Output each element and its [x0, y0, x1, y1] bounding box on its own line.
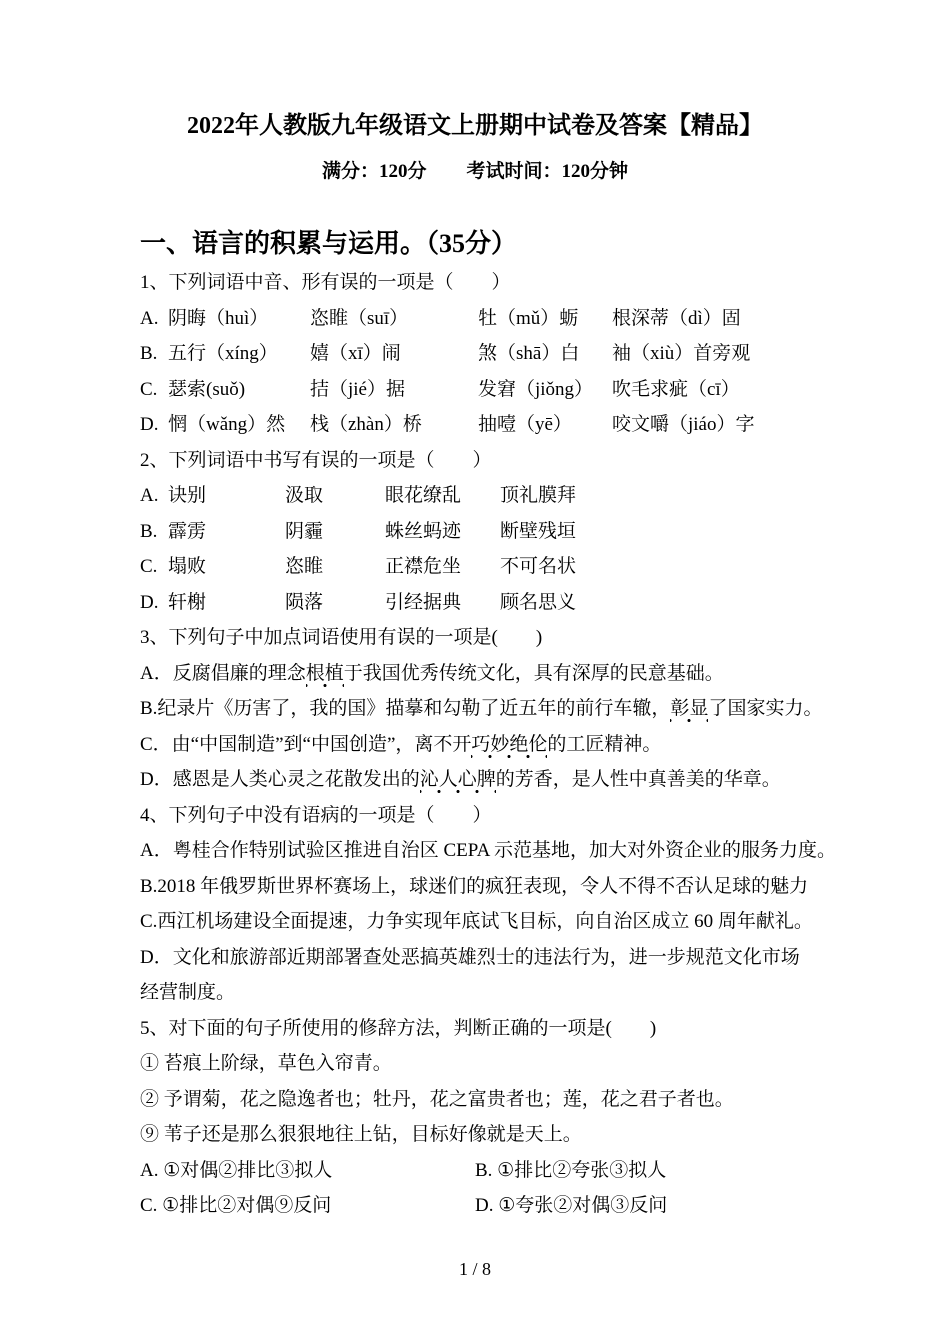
question-2-option-b — [140, 514, 850, 550]
question-5-sentence-2: ② 予谓菊，花之隐逸者也；牡丹，花之富贵者也；莲，花之君子者也。 — [140, 1088, 734, 1110]
word-item: 霹雳 — [168, 520, 207, 542]
sentence-part: 于我国优秀传统文化，具有深厚的民意基础。 — [343, 662, 724, 684]
word-item: 轩榭 — [168, 591, 207, 613]
question-1-option-a — [140, 301, 850, 337]
word-item: 蛛丝蚂迹 — [385, 520, 462, 542]
word-item: 顶礼膜拜 — [500, 485, 577, 506]
word-item: 诀别 — [168, 485, 207, 506]
option-label: D. — [140, 591, 159, 613]
word-item: 袖（xiù）首旁观 — [612, 343, 751, 364]
word-item: 不可名状 — [500, 556, 577, 577]
sentence-part: 的工匠精神。 — [547, 733, 662, 755]
question-1-option-b — [140, 336, 850, 372]
question-2-option-c — [140, 549, 850, 585]
question-1-option-c — [140, 372, 850, 408]
question-1 — [140, 265, 850, 443]
question-2 — [140, 443, 850, 621]
question-4-option-d: D．文化和旅游部近期部署查处恶搞英雄烈士的违法行为，进一步规范文化市场 — [140, 946, 800, 968]
question-2-stem: 2、下列词语中书写有误的一项是（ ） — [140, 449, 492, 471]
option-label: A. — [140, 485, 159, 506]
word-item: 发窘（jiǒng） — [478, 378, 594, 400]
question-5-sentence-1: ① 苔痕上阶绿，草色入帘青。 — [140, 1053, 392, 1074]
word-item: 瑟索(suǒ) — [168, 378, 246, 400]
question-3-stem: 3、下列句子中加点词语使用有误的一项是( ) — [140, 627, 543, 648]
question-5-choices-cd — [140, 1188, 850, 1224]
question-3-option-a — [140, 656, 850, 692]
page-number: 1 / 8 — [458, 1259, 491, 1279]
word-item: 正襟危坐 — [385, 556, 462, 577]
question-1-stem: 1、下列词语中音、形有误的一项是（ ） — [140, 272, 511, 293]
section-one-heading: 一、语言的积累与运用。（35分） — [140, 229, 518, 258]
word-item: 阴霾 — [285, 520, 324, 542]
question-3-option-c — [140, 727, 850, 763]
word-item: 汲取 — [285, 485, 324, 506]
word-item: 顾名思义 — [500, 591, 577, 613]
exam-title: 2022年人教版九年级语文上册期中试卷及答案【精品】 — [187, 113, 763, 139]
option-label: C. — [140, 556, 158, 577]
sentence-part: 的芳香，是人性中真善美的华章。 — [495, 769, 781, 790]
sentence-part: A．反腐倡廉的理念 — [140, 662, 306, 684]
sentence-part: B.纪录片《历害了，我的国》描摹和勾勒了近五年的前行车辙， — [140, 698, 671, 719]
exam-meta — [0, 159, 950, 185]
sentence-part: D．感恩是人类心灵之花散发出的 — [140, 769, 420, 790]
option-label: B. — [140, 343, 158, 364]
word-item: 断壁残垣 — [500, 520, 577, 542]
word-item: 陨落 — [285, 591, 324, 613]
word-item: 恣睢 — [285, 556, 324, 577]
word-item: 阴晦（huì） — [168, 307, 269, 329]
question-3-option-b — [140, 691, 850, 727]
question-5 — [140, 1011, 850, 1224]
question-4-stem: 4、下列句子中没有语病的一项是（ ） — [140, 804, 492, 826]
choice-b: B. ①排比②夸张③拟人 — [475, 1159, 667, 1181]
question-4-option-a: A．粤桂合作特别试验区推进自治区 CEPA 示范基地，加大对外资企业的服务力度。 — [140, 840, 836, 861]
word-item: 咬文嚼（jiáo）字 — [612, 414, 755, 435]
question-1-option-d — [140, 407, 850, 443]
question-3 — [140, 620, 850, 798]
word-item: 拮（jié）据 — [310, 378, 405, 400]
word-item: 惘（wǎng）然 — [168, 414, 286, 435]
exam-time-label: 考试时间：120分钟 — [466, 161, 629, 182]
word-item: 恣睢（suī） — [310, 307, 409, 329]
question-5-stem: 5、对下面的句子所使用的修辞方法，判断正确的一项是( ) — [140, 1017, 657, 1039]
emphasized-word: 沁人心脾 — [420, 769, 496, 794]
word-item: 塌败 — [168, 556, 207, 577]
choice-d: D. ①夸张②对偶③反问 — [475, 1195, 668, 1216]
word-item: 栈（zhàn）桥 — [310, 414, 422, 435]
word-item: 抽噎（yē） — [478, 414, 572, 435]
word-item: 眼花缭乱 — [385, 485, 462, 506]
word-item: 引经据典 — [385, 591, 462, 613]
option-label: A. — [140, 307, 159, 329]
sentence-part: 了国家实力。 — [708, 698, 823, 719]
question-2-option-a — [140, 478, 850, 514]
choice-c: C. ①排比②对偶⑨反问 — [140, 1195, 332, 1216]
full-score-label: 满分：120分 — [321, 161, 427, 182]
question-5-choices-ab — [140, 1153, 850, 1189]
word-item: 煞（shā）白 — [478, 343, 580, 364]
emphasized-word: 巧妙绝伦 — [471, 734, 547, 759]
choice-a: A. ①对偶②排比③拟人 — [140, 1159, 333, 1181]
word-item: 五行（xíng） — [168, 343, 278, 364]
question-4-option-b: B.2018 年俄罗斯世界杯赛场上，球迷们的疯狂表现，令人不得不否认足球的魅力 — [140, 875, 809, 897]
question-4 — [140, 798, 850, 1011]
question-5-sentence-3: ⑨ 苇子还是那么狠狠地往上钻，目标好像就是天上。 — [140, 1124, 582, 1145]
emphasized-word: 根植 — [306, 663, 344, 688]
question-4-option-c: C.西江机场建设全面提速，力争实现年底试飞目标，向自治区成立 60 周年献礼。 — [140, 911, 813, 932]
emphasized-word: 彰显 — [670, 698, 708, 723]
option-label: C. — [140, 378, 158, 400]
word-item: 牡（mǔ）蛎 — [478, 307, 579, 329]
word-item: 嬉（xī）闹 — [310, 343, 401, 364]
question-2-option-d — [140, 585, 850, 621]
option-label: B. — [140, 520, 158, 542]
question-3-option-d — [140, 762, 850, 798]
question-4-option-d-continued: 经营制度。 — [140, 982, 236, 1003]
sentence-part: C．由“中国制造”到“中国创造”，离不开 — [140, 733, 472, 755]
word-item: 吹毛求疵（cī） — [612, 378, 740, 400]
option-label: D. — [140, 414, 159, 435]
word-item: 根深蒂（dì）固 — [612, 307, 741, 329]
